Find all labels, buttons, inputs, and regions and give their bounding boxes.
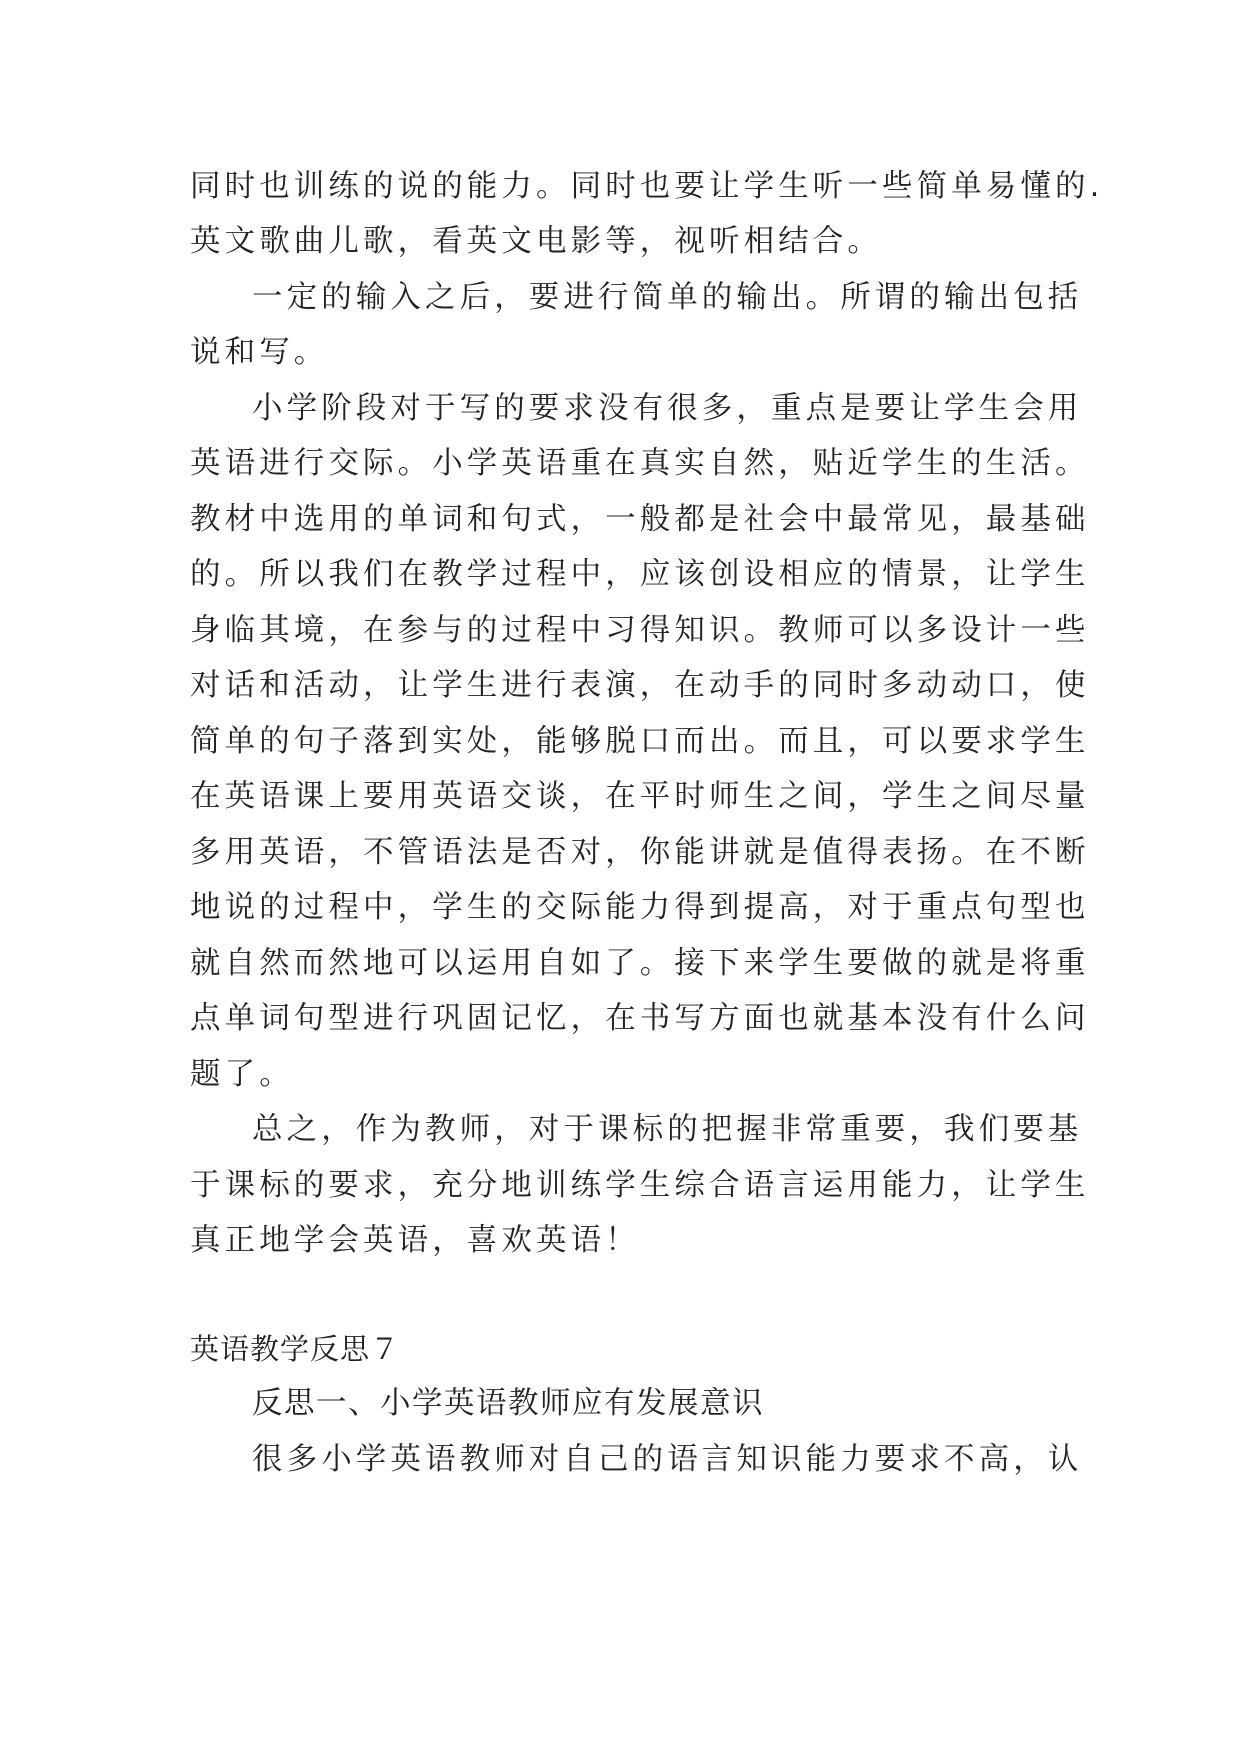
- paragraph-line: 总之，作为教师，对于课标的把握非常重要，我们要基: [252, 1112, 1083, 1147]
- paragraph-line: 真正地学会英语，喜欢英语！: [190, 1223, 640, 1258]
- paragraph-line: 在英语课上要用英语交谈，在平时师生之间，学生之间尽量: [190, 779, 1090, 814]
- paragraph-line: 就自然而然地可以运用自如了。接下来学生要做的就是将重: [190, 946, 1090, 981]
- paragraph-line: 教材中选用的单词和句式，一般都是社会中最常见，最基础: [190, 502, 1090, 537]
- paragraph-line: 于课标的要求，充分地训练学生综合语言运用能力，让学生: [190, 1168, 1090, 1203]
- paragraph-line: 很多小学英语教师对自己的语言知识能力要求不高，认: [252, 1442, 1083, 1477]
- paragraph-line: 地说的过程中，学生的交际能力得到提高，对于重点句型也: [190, 890, 1090, 925]
- paragraph-line: 说和写。: [190, 335, 329, 370]
- paragraph-line: 同时也训练的说的能力。同时也要让学生听一些简单易懂的.: [190, 169, 1104, 204]
- paragraph-line: 的。所以我们在教学过程中，应该创设相应的情景，让学生: [190, 557, 1090, 592]
- paragraph-line: 多用英语，不管语法是否对，你能讲就是值得表扬。在不断: [190, 835, 1090, 870]
- subheading: 反思一、小学英语教师应有发展意识: [252, 1386, 764, 1421]
- paragraph-line: 英文歌曲儿歌，看英文电影等，视听相结合。: [190, 224, 882, 259]
- paragraph-line: 身临其境，在参与的过程中习得知识。教师可以多设计一些: [190, 613, 1090, 648]
- paragraph-line: 题了。: [190, 1057, 294, 1092]
- paragraph-line: 点单词句型进行巩固记忆，在书写方面也就基本没有什么问: [190, 1001, 1090, 1036]
- paragraph-line: 小学阶段对于写的要求没有很多，重点是要让学生会用: [252, 391, 1083, 426]
- paragraph-line: 对话和活动，让学生进行表演，在动手的同时多动动口，使: [190, 668, 1090, 703]
- paragraph-line: 英语进行交际。小学英语重在真实自然，贴近学生的生活。: [190, 446, 1090, 481]
- paragraph-line: 简单的句子落到实处，能够脱口而出。而且，可以要求学生: [190, 724, 1090, 759]
- paragraph-line: 一定的输入之后，要进行简单的输出。所谓的输出包括: [252, 280, 1083, 315]
- section-title: 英语教学反思７: [190, 1332, 401, 1366]
